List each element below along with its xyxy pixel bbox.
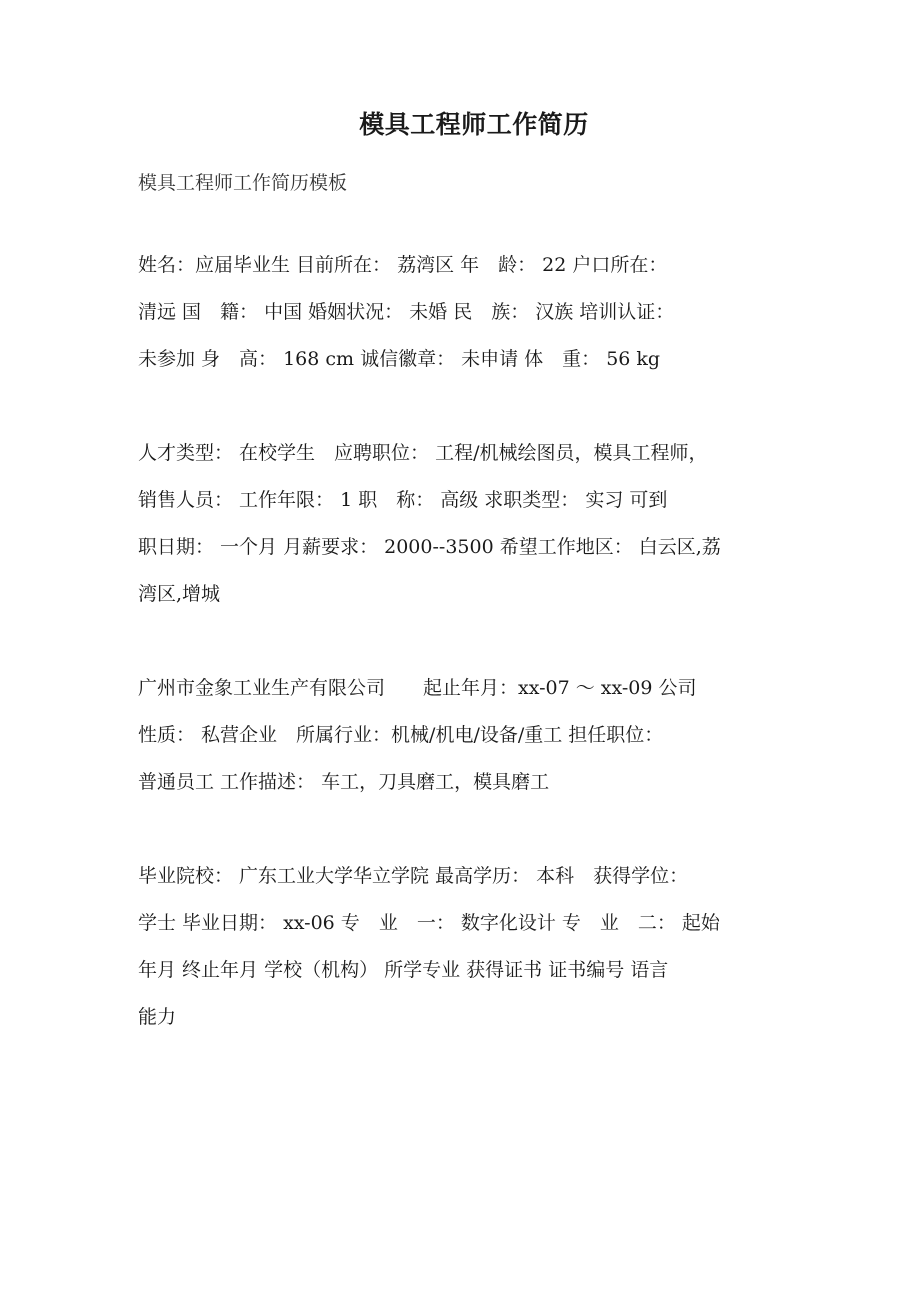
section-basic-info (138, 242, 810, 383)
text-line: 清远 国 籍： 中国 婚姻状况： 未婚 民 族： 汉族 培训认证： (138, 301, 675, 323)
text-line: 姓名：应届毕业生 目前所在： 荔湾区 年 龄： 22 户口所在： (138, 254, 668, 276)
section-education (138, 853, 810, 1041)
text-line: 人才类型： 在校学生 应聘职位： 工程/机械绘图员，模具工程师， (138, 442, 708, 464)
text-line: 能力 (138, 1006, 177, 1028)
section-work-experience (138, 665, 810, 806)
section-job-intention (138, 430, 810, 618)
page-title: 模具工程师工作简历 (359, 111, 589, 139)
text-line: 年月 终止年月 学校（机构） 所学专业 获得证书 证书编号 语言 (138, 959, 669, 981)
text-line: 性质： 私营企业 所属行业：机械/机电/设备/重工 担任职位： (138, 724, 664, 746)
text-line: 湾区,增城 (138, 583, 221, 605)
document-body (138, 0, 810, 1041)
text-line: 普通员工 工作描述： 车工，刀具磨工，模具磨工 (138, 771, 550, 793)
text-line: 毕业院校： 广东工业大学华立学院 最高学历： 本科 获得学位： (138, 865, 689, 887)
text-line: 未参加 身 高： 168 cm 诚信徽章： 未申请 体 重： 56 kg (138, 348, 661, 370)
text-line: 职日期： 一个月 月薪要求： 2000--3500 希望工作地区： 白云区,荔 (138, 536, 721, 558)
document-subtitle: 模具工程师工作简历模板 (138, 172, 348, 194)
text-line: 销售人员： 工作年限： 1 职 称： 高级 求职类型： 实习 可到 (138, 489, 668, 511)
text-line: 学士 毕业日期： xx-06 专 业 一： 数字化设计 专 业 二： 起始 (138, 912, 720, 934)
text-line: 广州市金象工业生产有限公司 起止年月：xx-07 ～ xx-09 公司 (138, 677, 697, 699)
